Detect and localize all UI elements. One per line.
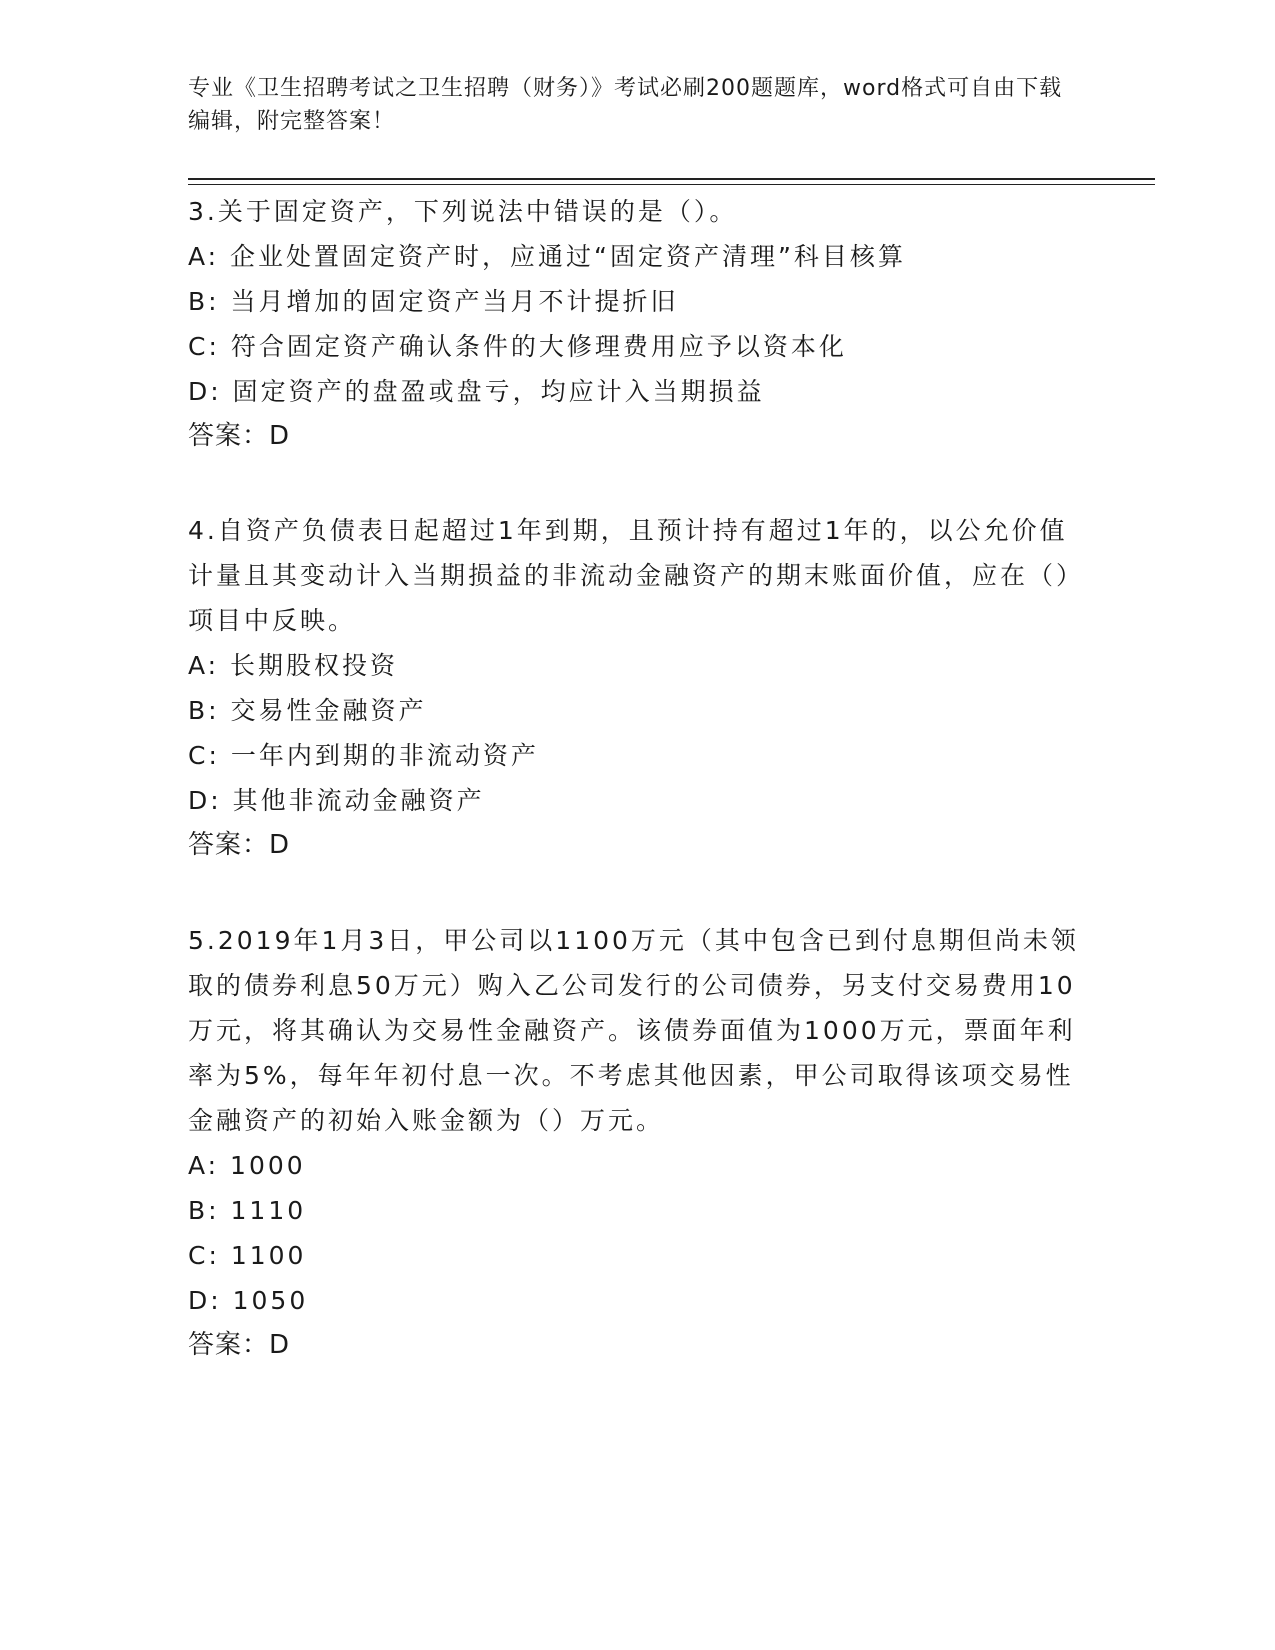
option-d: D: 固定资产的盘盈或盘亏，均应计入当期损益: [188, 377, 765, 406]
header-divider-thin: [188, 184, 1155, 185]
option-c: C: 一年内到期的非流动资产: [188, 741, 539, 770]
answer-line: 答案：D: [188, 421, 291, 451]
option-c: C: 符合固定资产确认条件的大修理费用应予以资本化: [188, 332, 847, 361]
question-block: [188, 508, 1088, 868]
answer-line: 答案：D: [188, 1330, 291, 1360]
option-c: C: 1100: [188, 1241, 307, 1270]
option-b: B: 1110: [188, 1196, 307, 1225]
option-a: A: 长期股权投资: [188, 651, 399, 680]
question-stem: 4.自资产负债表日起超过1年到期，且预计持有超过1年的，以公允价值计量且其变动计入当期损益的非流动金融资产的期末账面价值，应在（）项目中反映。: [188, 516, 1085, 635]
question-block: [188, 918, 1088, 1368]
answer-line: 答案：D: [188, 830, 291, 860]
question-stem: 3.关于固定资产，下列说法中错误的是（）。: [188, 197, 738, 226]
option-a: A: 1000: [188, 1151, 306, 1180]
question-block: [188, 189, 1088, 459]
question-stem: 5.2019年1月3日，甲公司以1100万元（其中包含已到付息期但尚未领取的债券利息50万元）购入乙公司发行的公司债券，另支付交易费用10万元，将其确认为交易性金融资产。该债券面值为1000万元，票面年利率为5%，每年年初付息一次。不考虑其他因素，甲公司取得该项交易性金融资产的初始入账金额为（）万元。: [188, 926, 1079, 1135]
option-b: B: 当月增加的固定资产当月不计提折旧: [188, 287, 679, 316]
option-d: D: 1050: [188, 1286, 309, 1315]
document-header: 专业《卫生招聘考试之卫生招聘（财务）》考试必刷200题题库，word格式可自由下载编辑，附完整答案！: [188, 76, 1063, 134]
option-a: A: 企业处置固定资产时，应通过“固定资产清理”科目核算: [188, 242, 906, 271]
option-d: D: 其他非流动金融资产: [188, 786, 485, 815]
header-divider-thick: [188, 178, 1155, 180]
option-b: B: 交易性金融资产: [188, 696, 427, 725]
